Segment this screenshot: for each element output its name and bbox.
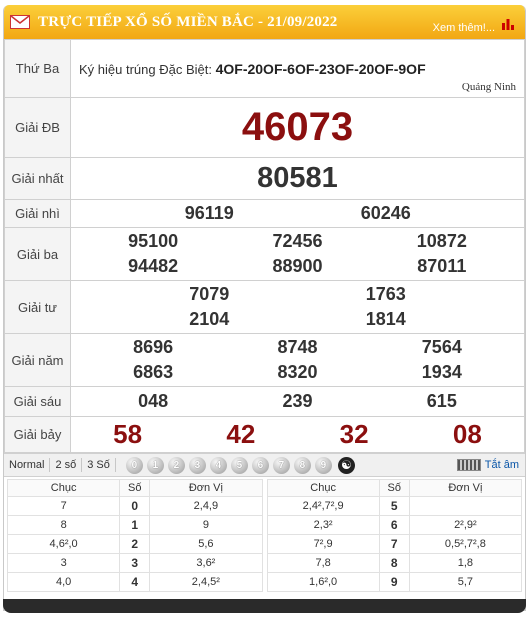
donvi-cell: 0,5²,7²,8 <box>409 535 521 554</box>
loto-tables <box>4 477 525 592</box>
digit-9-button[interactable]: 9 <box>315 457 332 474</box>
donvi-cell: 9 <box>150 516 262 535</box>
prize-3-number: 88900 <box>272 256 323 276</box>
prize-2-number: 60246 <box>360 203 411 223</box>
prize-2-number: 96119 <box>184 203 234 223</box>
mode-3-digit-tab[interactable]: 3 Số <box>82 458 116 472</box>
digit-0-button[interactable]: 0 <box>126 457 143 474</box>
prize-3-number: 95100 <box>128 231 179 251</box>
loto-row <box>8 573 263 592</box>
chuc-cell: 2,3² <box>267 516 379 535</box>
prize-6-number: 239 <box>282 391 313 411</box>
province-label: Quảng Ninh <box>461 81 516 93</box>
header-bar <box>4 5 525 39</box>
so-cell: 6 <box>379 516 409 535</box>
col-donvi: Đơn Vị <box>409 480 521 497</box>
prize-3-number: 87011 <box>417 256 467 276</box>
col-chuc: Chục <box>267 480 379 497</box>
mode-normal-tab[interactable]: Normal <box>4 458 50 472</box>
prize-7-number: 32 <box>339 419 369 449</box>
digit-1-button[interactable]: 1 <box>147 457 164 474</box>
digit-8-button[interactable]: 8 <box>294 457 311 474</box>
chuc-cell: 2,4²,7²,9 <box>267 497 379 516</box>
chart-bars-icon[interactable] <box>501 17 515 31</box>
see-more-link[interactable]: Xem thêm!... <box>432 22 495 34</box>
display-toolbar <box>4 453 525 477</box>
digit-5-button[interactable]: 5 <box>231 457 248 474</box>
loto-row <box>267 535 522 554</box>
prize-1-value: 80581 <box>71 158 525 200</box>
chuc-cell: 3 <box>8 554 120 573</box>
chuc-cell: 4,6²,0 <box>8 535 120 554</box>
prize-5-number: 8748 <box>277 337 318 357</box>
prize-db-label: Giải ĐB <box>5 98 71 158</box>
loto-table-right <box>267 479 523 592</box>
digit-filter-group <box>126 457 355 474</box>
prize-4-number: 1814 <box>365 309 406 329</box>
chuc-cell: 8 <box>8 516 120 535</box>
mute-label: Tắt âm <box>484 459 519 471</box>
yin-yang-icon[interactable]: ☯ <box>338 457 355 474</box>
prize-1-label: Giải nhất <box>5 158 71 200</box>
prize-4-number: 7079 <box>189 284 230 304</box>
col-chuc: Chục <box>8 480 120 497</box>
mode-2-digit-tab[interactable]: 2 số <box>50 458 82 472</box>
so-cell: 0 <box>120 497 150 516</box>
so-cell: 5 <box>379 497 409 516</box>
so-cell: 7 <box>379 535 409 554</box>
results-panel <box>3 5 526 611</box>
ky-hieu-cell <box>71 40 525 98</box>
donvi-cell: 3,6² <box>150 554 262 573</box>
digit-2-button[interactable]: 2 <box>168 457 185 474</box>
loto-row <box>8 554 263 573</box>
prize-7-number: 08 <box>452 419 482 449</box>
prize-db-value: 46073 <box>71 98 525 158</box>
donvi-cell: 5,7 <box>409 573 521 592</box>
col-so: Số <box>379 480 409 497</box>
ky-hieu-value: 4OF-20OF-6OF-23OF-20OF-9OF <box>215 60 426 77</box>
prize-4-label: Giải tư <box>5 281 71 334</box>
prize-5-number: 7564 <box>421 337 462 357</box>
prize-4-number: 2104 <box>189 309 230 329</box>
digit-4-button[interactable]: 4 <box>210 457 227 474</box>
so-cell: 8 <box>379 554 409 573</box>
prize-2-label: Giải nhì <box>5 200 71 228</box>
loto-table-left <box>7 479 263 592</box>
col-so: Số <box>120 480 150 497</box>
prize-5-label: Giải năm <box>5 334 71 387</box>
donvi-cell: 5,6 <box>150 535 262 554</box>
loto-row <box>267 497 522 516</box>
prize-7-number: 58 <box>113 419 143 449</box>
loto-row <box>267 573 522 592</box>
so-cell: 1 <box>120 516 150 535</box>
prize-6-number: 048 <box>138 391 169 411</box>
chuc-cell: 7,8 <box>267 554 379 573</box>
prize-3-number: 72456 <box>272 231 323 251</box>
prize-7-number: 42 <box>226 419 256 449</box>
results-table <box>4 39 525 453</box>
so-cell: 2 <box>120 535 150 554</box>
prize-3-number: 94482 <box>128 256 179 276</box>
loto-row <box>8 497 263 516</box>
donvi-cell: 2,4,5² <box>150 573 262 592</box>
col-donvi: Đơn Vị <box>150 480 262 497</box>
prize-5-number: 1934 <box>421 362 462 382</box>
so-cell: 9 <box>379 573 409 592</box>
donvi-cell <box>409 497 521 516</box>
donvi-cell: 2,4,9 <box>150 497 262 516</box>
chuc-cell: 4,0 <box>8 573 120 592</box>
loto-row <box>8 516 263 535</box>
loto-row <box>267 516 522 535</box>
digit-7-button[interactable]: 7 <box>273 457 290 474</box>
donvi-cell: 1,8 <box>409 554 521 573</box>
prize-4-number: 1763 <box>365 284 406 304</box>
loto-row <box>8 535 263 554</box>
prize-6-label: Giải sáu <box>5 387 71 417</box>
prize-5-number: 8320 <box>277 362 318 382</box>
so-cell: 4 <box>120 573 150 592</box>
prize-3-label: Giải ba <box>5 228 71 281</box>
prize-5-number: 6863 <box>133 362 174 382</box>
mail-icon <box>10 15 30 29</box>
prize-3-number: 10872 <box>416 231 467 251</box>
chuc-cell: 7²,9 <box>267 535 379 554</box>
loto-row <box>267 554 522 573</box>
sound-icon <box>457 459 481 471</box>
prize-5-number: 8696 <box>133 337 174 357</box>
donvi-cell: 2²,9² <box>409 516 521 535</box>
ky-hieu-label: Ký hiệu trúng Đặc Biệt: <box>79 61 212 77</box>
so-cell: 3 <box>120 554 150 573</box>
day-label: Thứ Ba <box>5 40 71 98</box>
chuc-cell: 1,6²,0 <box>267 573 379 592</box>
page-title: TRỰC TIẾP XỔ SỐ MIỀN BẮC - 21/09/2022 <box>38 13 338 30</box>
prize-7-label: Giải bảy <box>5 417 71 453</box>
prize-6-number: 615 <box>426 391 457 411</box>
digit-3-button[interactable]: 3 <box>189 457 206 474</box>
digit-6-button[interactable]: 6 <box>252 457 269 474</box>
bottom-bar <box>3 599 526 613</box>
mute-toggle[interactable] <box>457 459 519 471</box>
chuc-cell: 7 <box>8 497 120 516</box>
